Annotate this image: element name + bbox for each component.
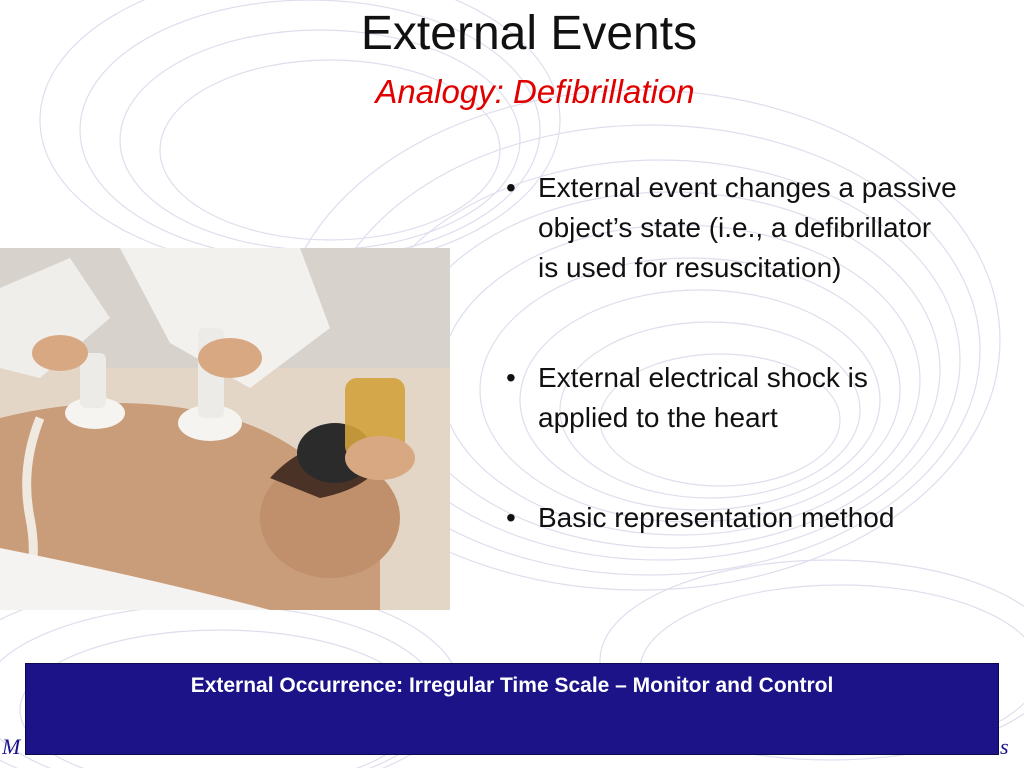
bullet-list bbox=[498, 168, 958, 538]
bullet-marker: • bbox=[506, 502, 516, 533]
bullet-item bbox=[498, 358, 958, 438]
bullet-marker: • bbox=[506, 172, 516, 203]
defibrillation-photo bbox=[0, 248, 450, 610]
bullet-text: External event changes a passive object’s state (i.e., a defibrillator is used for resuscitation) bbox=[538, 172, 957, 283]
bullet-item bbox=[498, 168, 958, 288]
banner-text: External Occurrence: Irregular Time Scale – Monitor and Control bbox=[190, 674, 834, 697]
bullet-marker: • bbox=[506, 362, 516, 393]
footer-left-text: M bbox=[2, 734, 21, 759]
bullet-text: External electrical shock is applied to the heart bbox=[538, 362, 868, 433]
slide-title: External Events bbox=[360, 7, 698, 60]
footer-right-text: s bbox=[1000, 734, 1009, 759]
bullet-text: Basic representation method bbox=[538, 502, 895, 533]
slide-subtitle: Analogy: Defibrillation bbox=[375, 73, 695, 110]
defibrillation-photo-illustration bbox=[0, 248, 450, 610]
bullet-item bbox=[498, 498, 958, 538]
footer-banner bbox=[25, 663, 999, 755]
